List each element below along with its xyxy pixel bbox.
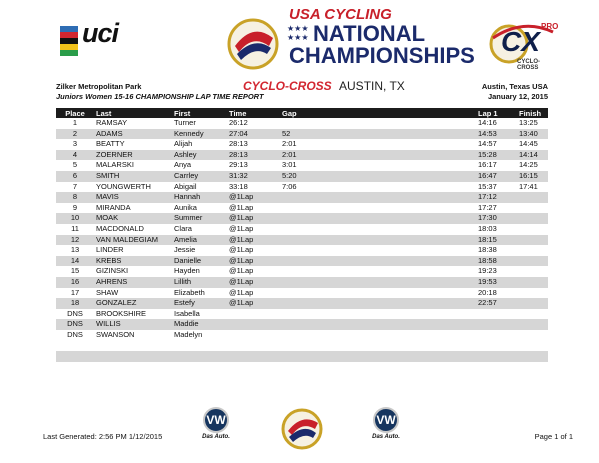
cell-gap: 2:01 — [282, 139, 297, 149]
cell-place: 1 — [72, 118, 78, 127]
cell-first: Clara — [174, 223, 192, 233]
cell-place: 17 — [70, 287, 80, 297]
national-championships-logo — [225, 6, 475, 70]
national-text: NATIONAL — [313, 21, 426, 46]
event-title — [243, 79, 405, 93]
cell-first: Isabella — [174, 308, 200, 318]
cell-time: @1Lap — [229, 276, 254, 286]
cell-first: Lillith — [174, 276, 192, 286]
cell-lap1: 14:16 — [478, 118, 497, 127]
usa-cycling-footer-emblem-icon — [280, 407, 324, 451]
vw-logo-right — [366, 407, 406, 453]
report-info — [56, 79, 548, 108]
cell-place: 10 — [70, 213, 80, 223]
cell-lap1: 16:17 — [478, 160, 497, 170]
col-lap1: Lap 1 — [478, 109, 498, 118]
uci-logo-text: uci — [82, 18, 119, 48]
championships-text: CHAMPIONSHIPS — [289, 43, 475, 68]
col-finish: Finish — [519, 109, 542, 118]
cell-lap1: 18:38 — [478, 245, 497, 255]
cell-first: Elizabeth — [174, 287, 205, 297]
vw-logo-left — [196, 407, 236, 453]
cell-place: 14 — [70, 255, 80, 265]
cell-first: Carrley — [174, 170, 199, 180]
venue-name: Zilker Metropolitan Park — [56, 82, 142, 91]
cell-place: DNS — [67, 329, 83, 339]
cell-place: 8 — [72, 192, 78, 202]
table-row — [56, 224, 548, 235]
cx-subtitle-text: CYCLO-CROSS — [517, 59, 540, 71]
cell-place: 13 — [70, 245, 80, 255]
page-footer — [0, 395, 599, 463]
cell-last: SWANSON — [96, 329, 135, 339]
cell-last: AHRENS — [96, 276, 128, 286]
cell-time: @1Lap — [229, 266, 254, 276]
national-championships-text — [289, 23, 475, 67]
cell-time: 31:32 — [229, 170, 248, 180]
cell-place: 15 — [70, 266, 80, 276]
event-discipline: CYCLO-CROSS — [243, 79, 332, 93]
table-row — [56, 129, 548, 140]
table-row — [56, 266, 548, 277]
table-row — [56, 182, 548, 193]
table-row — [56, 118, 548, 129]
cell-first: Kennedy — [174, 128, 204, 138]
cell-lap1: 18:15 — [478, 234, 497, 244]
cell-last: GIZINSKI — [96, 266, 129, 276]
page-number: Page 1 of 1 — [534, 432, 573, 441]
cell-lap1: 17:27 — [478, 202, 497, 212]
cell-finish: 14:25 — [519, 160, 538, 170]
cx-pro-text: PRO — [541, 22, 559, 31]
cell-lap1: 19:23 — [478, 266, 497, 276]
cell-first: Jessie — [174, 245, 196, 255]
table-row — [56, 298, 548, 309]
cell-last: MIRANDA — [96, 202, 131, 212]
cell-first: Summer — [174, 213, 203, 223]
table-row — [56, 330, 548, 341]
table-body — [56, 118, 548, 340]
cell-gap: 52 — [282, 128, 291, 138]
last-generated: Last Generated: 2:56 PM 1/12/2015 — [43, 432, 163, 441]
cell-place: 3 — [72, 139, 78, 149]
cell-gap: 5:20 — [282, 170, 297, 180]
cell-time: @1Lap — [229, 202, 254, 212]
cell-last: KREBS — [96, 255, 122, 265]
table-row — [56, 192, 548, 203]
cell-last: BROOKSHIRE — [96, 308, 147, 318]
cell-gap: 2:01 — [282, 149, 297, 159]
cell-last: GONZALEZ — [96, 298, 137, 308]
usa-cycling-text: USA CYCLING — [289, 6, 392, 23]
cell-place: 16 — [70, 276, 80, 286]
usa-cycling-emblem-icon — [225, 16, 281, 72]
cell-place: 2 — [72, 128, 78, 138]
vw-tagline: Das Auto. — [372, 434, 400, 440]
cell-lap1: 20:18 — [478, 287, 497, 297]
cell-last: RAMSAY — [96, 118, 128, 127]
cell-place: 18 — [70, 298, 80, 308]
cell-last: MOAK — [96, 213, 119, 223]
cell-time: @1Lap — [229, 287, 254, 297]
cell-first: Amelia — [174, 234, 197, 244]
cell-lap1: 17:30 — [478, 213, 497, 223]
cell-time: @1Lap — [229, 245, 254, 255]
cell-lap1: 17:12 — [478, 192, 497, 202]
cell-finish: 17:41 — [519, 181, 538, 191]
col-place: Place — [65, 109, 85, 118]
cell-last: BEATTY — [96, 139, 125, 149]
cell-last: YOUNGWERTH — [96, 181, 151, 191]
table-row — [56, 288, 548, 299]
cell-lap1: 22:57 — [478, 298, 497, 308]
cell-place: 7 — [72, 181, 78, 191]
cell-last: ADAMS — [96, 128, 123, 138]
cell-last: VAN MALDEGIAM — [96, 234, 158, 244]
cell-first: Maddie — [174, 319, 199, 329]
cell-time: @1Lap — [229, 213, 254, 223]
cell-first: Danielle — [174, 255, 202, 265]
cell-first: Aunika — [174, 202, 197, 212]
cell-first: Alijah — [174, 139, 193, 149]
cell-place: 9 — [72, 202, 78, 212]
stars-icon: ★★★ ★★★ — [287, 24, 309, 42]
cell-first: Hannah — [174, 192, 201, 202]
col-last: Last — [96, 109, 112, 118]
cell-gap: 7:06 — [282, 181, 297, 191]
cell-lap1: 14:53 — [478, 128, 497, 138]
cell-last: WILLIS — [96, 319, 121, 329]
cell-place: 5 — [72, 160, 78, 170]
cell-finish: 13:25 — [519, 118, 538, 127]
blank-row — [56, 351, 548, 362]
vw-icon: VW — [203, 407, 229, 433]
cell-time: @1Lap — [229, 223, 254, 233]
table-row — [56, 150, 548, 161]
cell-time: 29:13 — [229, 160, 248, 170]
page-header — [0, 0, 599, 80]
cell-gap: 3:01 — [282, 160, 297, 170]
cell-place: DNS — [67, 319, 83, 329]
cell-place: 12 — [70, 234, 80, 244]
cell-place: 11 — [71, 223, 79, 233]
cell-last: MAVIS — [96, 192, 119, 202]
cell-last: ZOERNER — [96, 149, 133, 159]
report-title: Juniors Women 15-16 CHAMPIONSHIP LAP TIME REPORT — [56, 92, 264, 101]
uci-rainbow-bands-icon — [60, 26, 78, 56]
cell-time: @1Lap — [229, 192, 254, 202]
table-row — [56, 245, 548, 256]
cell-first: Abigail — [174, 181, 197, 191]
cell-first: Madelyn — [174, 329, 203, 339]
event-date: January 12, 2015 — [487, 92, 548, 101]
cell-finish: 16:15 — [519, 170, 538, 180]
cell-place: DNS — [67, 308, 83, 318]
event-city: AUSTIN, TX — [339, 79, 405, 93]
cell-time: 27:04 — [229, 128, 248, 138]
table-row — [56, 171, 548, 182]
cell-lap1: 14:57 — [478, 139, 497, 149]
cell-first: Ashley — [174, 149, 197, 159]
pro-cx-logo — [487, 18, 559, 70]
event-location: Austin, Texas USA — [481, 82, 548, 91]
cell-first: Hayden — [174, 266, 200, 276]
cell-first: Estefy — [174, 298, 195, 308]
results-table — [56, 108, 548, 362]
cell-time: 26:12 — [229, 118, 248, 127]
table-row — [56, 213, 548, 224]
table-row — [56, 160, 548, 171]
cell-place: 6 — [72, 170, 78, 180]
cell-time: 28:13 — [229, 139, 248, 149]
cell-time: @1Lap — [229, 234, 254, 244]
uci-logo — [58, 18, 134, 58]
vw-icon: VW — [373, 407, 399, 433]
col-time: Time — [229, 109, 247, 118]
cell-last: MALARSKI — [96, 160, 134, 170]
cell-time: @1Lap — [229, 298, 254, 308]
cx-word-text: CX — [501, 26, 540, 57]
cell-lap1: 18:03 — [478, 223, 497, 233]
cell-finish: 13:40 — [519, 128, 538, 138]
cell-first: Turner — [174, 118, 196, 127]
cell-lap1: 15:28 — [478, 149, 497, 159]
cell-lap1: 18:58 — [478, 255, 497, 265]
table-row — [56, 139, 548, 150]
cell-last: LINDER — [96, 245, 124, 255]
cell-lap1: 16:47 — [478, 170, 497, 180]
cell-last: SMITH — [96, 170, 120, 180]
cell-first: Anya — [174, 160, 192, 170]
blank-row — [56, 340, 548, 351]
cell-finish: 14:14 — [519, 149, 538, 159]
table-row — [56, 309, 548, 320]
table-row — [56, 235, 548, 246]
cell-last: MACDONALD — [96, 223, 144, 233]
cell-time: @1Lap — [229, 255, 254, 265]
col-gap: Gap — [282, 109, 297, 118]
cell-lap1: 19:53 — [478, 276, 497, 286]
table-row — [56, 277, 548, 288]
cell-time: 33:18 — [229, 181, 248, 191]
cell-last: SHAW — [96, 287, 119, 297]
table-row — [56, 256, 548, 267]
cell-place: 4 — [72, 149, 78, 159]
cell-finish: 14:45 — [519, 139, 538, 149]
table-row — [56, 203, 548, 214]
table-row — [56, 319, 548, 330]
cell-lap1: 15:37 — [478, 181, 497, 191]
cell-time: 28:13 — [229, 149, 248, 159]
col-first: First — [174, 109, 191, 118]
vw-tagline: Das Auto. — [202, 434, 230, 440]
table-header — [56, 108, 548, 118]
